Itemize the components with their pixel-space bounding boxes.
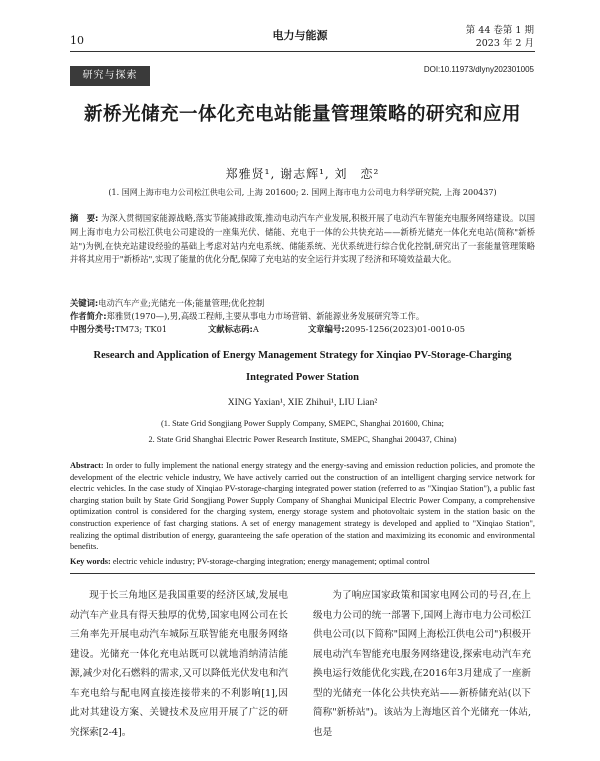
section-badge: 研究与探索 [70,66,150,86]
affiliation-cn: (1. 国网上海市电力公司松江供电公司, 上海 201600; 2. 国网上海市电力公司电力科学研究院, 上海 200437) [108,188,497,197]
abstract-cn-text: 为深入贯彻国家能源战略,落实节能减排政策,推动电动汽车产业发展,积极开展了电动汽车智能充电服务网络建设。以国网上海市电力公司松江供电公司建设的一座集光伏、储能、充电于一体的公共快充站——新桥光储充一体化充电站(简称"新桥站")为例,在快充站建设经验的基础上考虑对站内充电系统、储能系统、光伏系统进行综合优化控制,研究出了一套能量管理策略并将其应用于"新桥站",实现了能量的优化分配,保障了充电站的安全运行并实现了经济和环境效益最大化。 [70,213,535,265]
keywords-en-text: electric vehicle industry; PV-storage-charging integration; energy management; optimal control [112,557,430,566]
keywords-en-label: Key words: [70,557,111,566]
abstract-en-label: Abstract: [70,461,104,470]
keywords-cn-text: 电动汽车产业;光储充一体;能量管理;优化控制 [98,298,265,308]
issue-date: 2023 年 2 月 [475,38,534,49]
title-en: Research and Application of Energy Management Strategy for Xinqiao PV-Storage-Charging Integrated Power Station [93,350,512,383]
title-cn: 新桥光储充一体化充电站能量管理策略的研究和应用 [83,104,521,125]
abstract-cn-label: 摘 要: [70,213,99,223]
abstract-cn [70,212,535,267]
volume-info [466,24,534,50]
keywords-cn [70,297,535,309]
volume-issue: 第 44 卷第 1 期 [465,25,534,36]
abstract-en [70,460,535,553]
doc-code-label: 文献标志码: [208,324,253,334]
keywords-en [70,557,535,566]
body-right-column [313,586,531,742]
doc-code [208,323,259,335]
page-number: 10 [70,34,84,47]
body-right-paragraph: 为了响应国家政策和国家电网公司的号召,在上级电力公司的统一部署下,国网上海市电力公司松江供电公司(以下简称"国网上海松江供电公司")积极开展电动汽车智能充电服务网络建设,探索电动汽车充换电运行效能优化实践,在2016年3月建成了一座新型的光储充一体化公共快充站——新桥储充站(以下简称"新桥站")。该站为上海地区首个光储充一体站,也是 [313,590,531,738]
doi[interactable]: DOI:10.11973/dlyny202301005 [423,65,534,74]
journal-name: 电力与能源 [272,29,328,42]
affiliation-en-1: (1. State Grid Songjiang Power Supply Company, SMEPC, Shanghai 201600, China; [161,419,444,428]
clc-value: TM73; TK01 [114,324,168,334]
header-rule [70,51,535,52]
affiliation-en-2: 2. State Grid Shanghai Electric Power Research Institute, SMEPC, Shanghai 200437, China) [148,435,457,444]
article-number-value: 2095-1256(2023)01-0010-05 [344,324,465,334]
author-intro-label: 作者简介: [70,311,107,321]
keywords-cn-label: 关键词: [70,298,99,308]
abstract-en-text: In order to fully implement the national energy strategy and the energy-saving and emission reduction policies, and promote the development of the electric vehicle industry, We have actively carried out the construction of an intelligent charging service network for electric vehicles. In the case study of Xinqiao PV-storage-charging integrated power station (referred to as "Xinqiao Station"), a public fast charging station built by State Grid Songjiang Power Supply Company of Shanghai Municipal Electric Power Company, a comprehensive optimization control is considered for the charging system, energy storage system and photovoltaic system in the station basic on the construction experience of fast charging stations. A set of energy management strategy is developed and applied to "Xinqiao Station", realizing the optimal distribution of energy, guaranteeing the safe operation of the station and maximizing its economic and environmental benefits. [70,461,535,552]
author-intro [70,310,535,322]
article-number-label: 文章编号: [308,324,345,334]
doc-code-value: A [252,324,259,334]
article-number [308,323,465,335]
affiliation-en [70,416,535,448]
authors-cn: 郑雅贤¹, 谢志辉¹, 刘 恋² [225,167,380,181]
body-left-column: 现于长三角地区是我国重要的经济区域,发展电动汽车产业具有得天独厚的优势,国家电网公司在长三角率先开展电动汽车城际互联智能充电服务网络建设。光储充一体化充电站既可以就地消纳清洁能源,减少对化石燃料的需求,又可以降低光伏发电和汽车充电给与配电网直接连接带来的不利影响[1],因此对其建设方案、关键技术及应用开展了广泛的研究探索[2-4]。 [70,590,288,738]
clc-label: 中图分类号: [70,324,115,334]
clc [70,323,167,335]
author-intro-text: 郑雅贤(1970—),男,高级工程师,主要从事电力市场营销、新能源业务发展研究等工作。 [106,311,425,321]
authors-en: XING Yaxian¹, XIE Zhihui¹, LIU Lian² [227,398,378,408]
section-rule [70,573,535,574]
